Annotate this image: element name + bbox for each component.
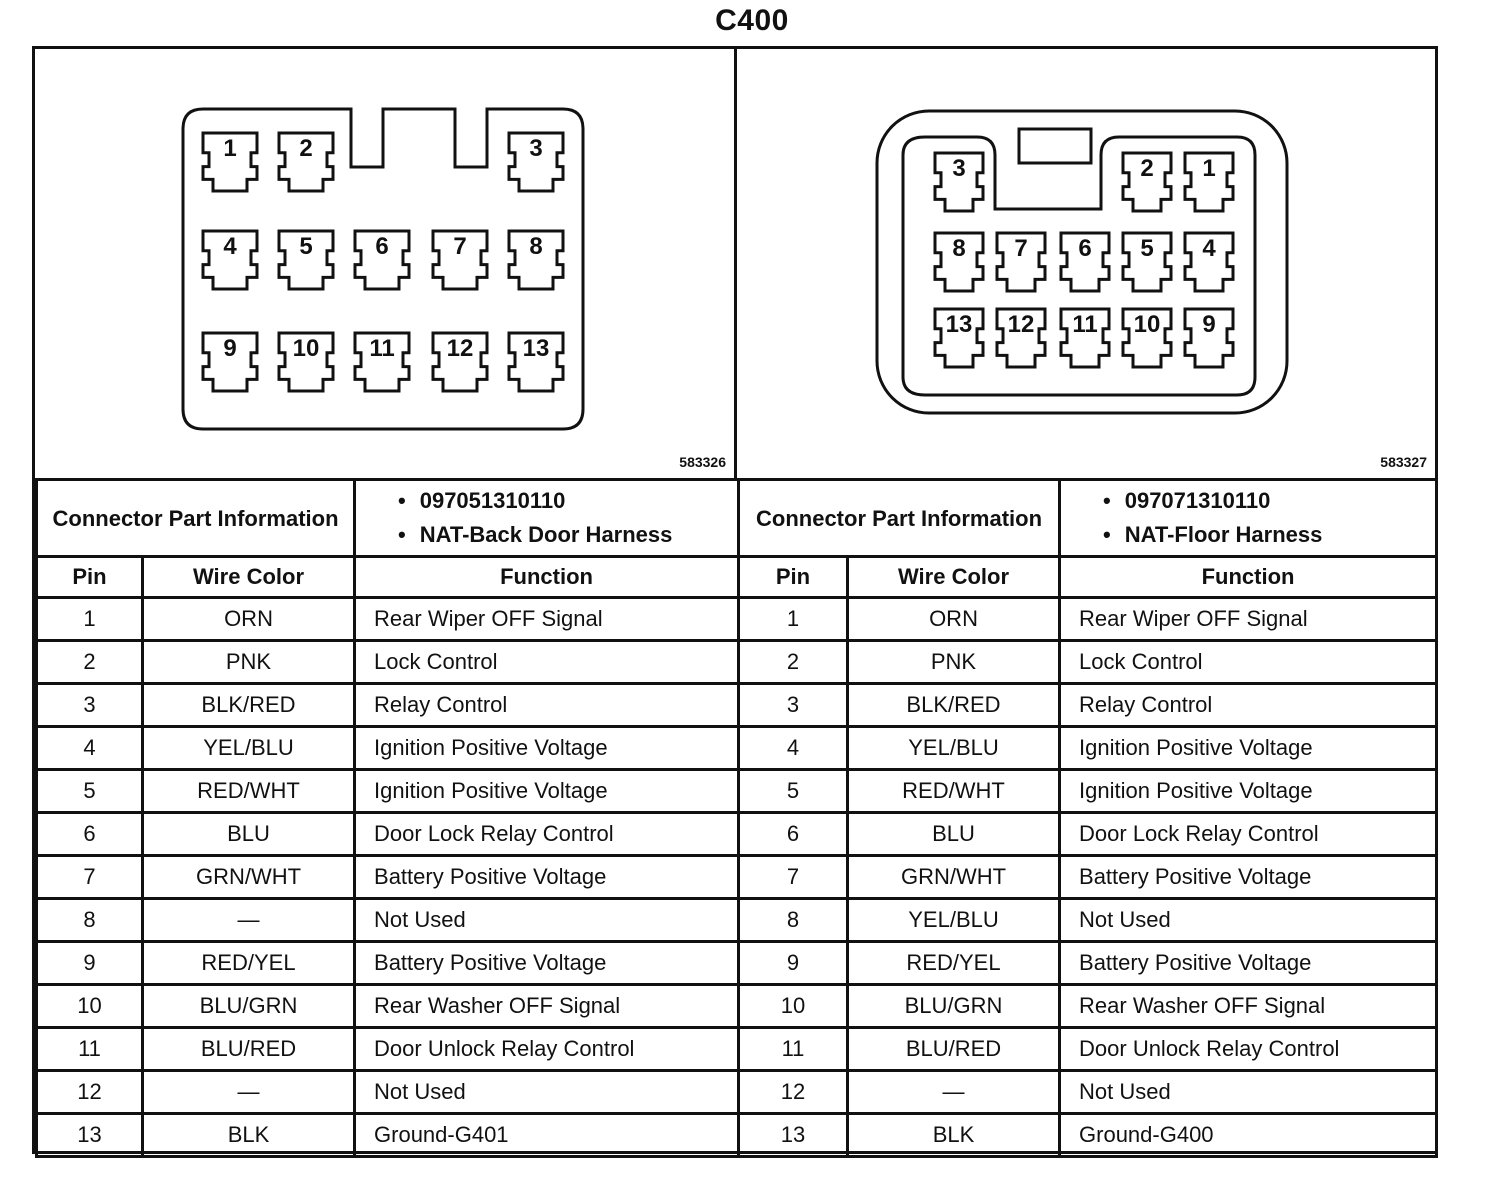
left-connector-face-diagram	[35, 49, 734, 478]
pin-number-label: 2	[1140, 155, 1154, 183]
pinout-row	[739, 942, 1437, 985]
pinout-row	[739, 899, 1437, 942]
pinout-row	[739, 1071, 1437, 1114]
wire-color-cell: RED/YEL	[143, 942, 355, 985]
wire-color-cell: YEL/BLU	[848, 899, 1060, 942]
pinout-row	[37, 770, 739, 813]
wire-color-cell: RED/WHT	[143, 770, 355, 813]
left-harness-name: • NAT-Back Door Harness	[398, 518, 737, 552]
right-pinout-table	[737, 478, 1438, 1158]
pinout-row	[739, 856, 1437, 899]
pinout-row	[739, 1114, 1437, 1157]
pin-number-label: 4	[1202, 235, 1216, 263]
pin-cell: 9	[739, 942, 848, 985]
pin-number-label: 1	[223, 135, 237, 163]
left-pin-header: Pin	[37, 557, 143, 598]
pinout-row	[739, 985, 1437, 1028]
pin-number-label: 6	[1078, 235, 1092, 263]
pinout-row	[37, 985, 739, 1028]
pinout-row	[37, 598, 739, 641]
pin-number-label: 1	[1202, 155, 1216, 183]
pin-cell: 5	[37, 770, 143, 813]
wire-color-cell: YEL/BLU	[848, 727, 1060, 770]
pin-number-label: 4	[223, 233, 237, 261]
pin-cell: 8	[37, 899, 143, 942]
pin-cell: 6	[37, 813, 143, 856]
wire-color-cell: RED/YEL	[848, 942, 1060, 985]
wire-color-cell: GRN/WHT	[848, 856, 1060, 899]
pin-cell: 1	[37, 598, 143, 641]
connector-frame	[32, 46, 1438, 1154]
wire-color-cell: BLK	[143, 1114, 355, 1157]
function-cell: Door Lock Relay Control	[355, 813, 739, 856]
right-wire-header: Wire Color	[848, 557, 1060, 598]
pinout-row	[739, 813, 1437, 856]
pinout-row	[739, 770, 1437, 813]
pin-number-label: 9	[223, 335, 237, 363]
pin-cell: 12	[739, 1071, 848, 1114]
pin-cell: 8	[739, 899, 848, 942]
right-function-header: Function	[1060, 557, 1437, 598]
pinout-row	[37, 899, 739, 942]
pinout-row	[37, 641, 739, 684]
pin-number-label: 12	[1007, 311, 1035, 339]
pinout-row	[37, 942, 739, 985]
pinout-row	[739, 684, 1437, 727]
pin-number-label: 3	[529, 135, 543, 163]
right-pinout-rows	[739, 598, 1437, 1157]
wire-color-cell: ORN	[848, 598, 1060, 641]
function-cell: Door Unlock Relay Control	[1060, 1028, 1437, 1071]
function-cell: Lock Control	[355, 641, 739, 684]
function-cell: Lock Control	[1060, 641, 1437, 684]
wire-color-cell: PNK	[848, 641, 1060, 684]
pinout-row	[37, 1028, 739, 1071]
pinout-row	[37, 1114, 739, 1157]
pin-cell: 11	[739, 1028, 848, 1071]
connector-title: C400	[715, 4, 789, 37]
pin-number-label: 8	[952, 235, 966, 263]
function-cell: Ignition Positive Voltage	[1060, 770, 1437, 813]
wire-color-cell: BLU	[143, 813, 355, 856]
left-connector-info-label: Connector Part Information	[37, 480, 355, 557]
pin-cell: 2	[739, 641, 848, 684]
pin-cell: 12	[37, 1071, 143, 1114]
pin-number-label: 10	[1133, 311, 1161, 339]
left-figure-id: 583326	[679, 454, 726, 470]
pin-cell: 11	[37, 1028, 143, 1071]
wire-color-cell: GRN/WHT	[143, 856, 355, 899]
wire-color-cell: —	[848, 1071, 1060, 1114]
right-part-number: • 097071310110	[1103, 484, 1435, 518]
wire-color-cell: PNK	[143, 641, 355, 684]
pin-cell: 9	[37, 942, 143, 985]
pin-cell: 10	[37, 985, 143, 1028]
left-wire-header: Wire Color	[143, 557, 355, 598]
wire-color-cell: BLK	[848, 1114, 1060, 1157]
right-harness-name: • NAT-Floor Harness	[1103, 518, 1435, 552]
pin-cell: 13	[739, 1114, 848, 1157]
pinout-row	[739, 598, 1437, 641]
function-cell: Ignition Positive Voltage	[355, 727, 739, 770]
left-pinout-rows	[37, 598, 739, 1157]
function-cell: Battery Positive Voltage	[355, 942, 739, 985]
wire-color-cell: BLU/RED	[143, 1028, 355, 1071]
pin-number-label: 11	[1072, 311, 1098, 339]
function-cell: Not Used	[355, 899, 739, 942]
wire-color-cell: —	[143, 899, 355, 942]
pin-number-label: 8	[529, 233, 543, 261]
function-cell: Not Used	[1060, 899, 1437, 942]
function-cell: Not Used	[1060, 1071, 1437, 1114]
pin-cell: 1	[739, 598, 848, 641]
pin-cell: 4	[739, 727, 848, 770]
right-connector-info-label: Connector Part Information	[739, 480, 1060, 557]
pinout-row	[37, 856, 739, 899]
pin-number-label: 13	[945, 311, 973, 339]
pin-cell: 13	[37, 1114, 143, 1157]
pin-cell: 3	[37, 684, 143, 727]
pin-number-label: 2	[299, 135, 313, 163]
connector-housing	[183, 109, 583, 429]
pin-number-label: 10	[292, 335, 320, 363]
wire-color-cell: YEL/BLU	[143, 727, 355, 770]
pin-cell: 4	[37, 727, 143, 770]
pin-cell: 2	[37, 641, 143, 684]
function-cell: Rear Washer OFF Signal	[355, 985, 739, 1028]
pin-number-label: 6	[375, 233, 389, 261]
wire-color-cell: ORN	[143, 598, 355, 641]
function-cell: Not Used	[355, 1071, 739, 1114]
wire-color-cell: RED/WHT	[848, 770, 1060, 813]
function-cell: Relay Control	[355, 684, 739, 727]
left-connector-panel	[35, 49, 737, 478]
pinout-row	[739, 727, 1437, 770]
pin-cell: 10	[739, 985, 848, 1028]
function-cell: Rear Wiper OFF Signal	[355, 598, 739, 641]
function-cell: Rear Washer OFF Signal	[1060, 985, 1437, 1028]
pinout-row	[739, 641, 1437, 684]
function-cell: Rear Wiper OFF Signal	[1060, 598, 1437, 641]
function-cell: Battery Positive Voltage	[355, 856, 739, 899]
pin-number-label: 7	[1014, 235, 1028, 263]
function-cell: Battery Positive Voltage	[1060, 856, 1437, 899]
left-part-number: • 097051310110	[398, 484, 737, 518]
right-figure-id: 583327	[1380, 454, 1427, 470]
locking-tab	[1019, 129, 1091, 163]
wire-color-cell: BLU	[848, 813, 1060, 856]
right-part-info	[1060, 480, 1437, 557]
left-function-header: Function	[355, 557, 739, 598]
pin-number-label: 9	[1202, 311, 1216, 339]
pin-cell: 3	[739, 684, 848, 727]
pin-number-label: 11	[369, 335, 395, 363]
left-pinout-table	[35, 478, 740, 1158]
pinout-row	[37, 684, 739, 727]
pin-cell: 5	[739, 770, 848, 813]
pinout-row	[739, 1028, 1437, 1071]
left-part-info	[355, 480, 739, 557]
right-connector-panel	[737, 49, 1435, 478]
pin-number-label: 7	[453, 233, 467, 261]
pin-number-label: 5	[1140, 235, 1154, 263]
wire-color-cell: BLU/GRN	[143, 985, 355, 1028]
pinout-row	[37, 813, 739, 856]
pin-number-label: 12	[446, 335, 474, 363]
wire-color-cell: BLU/RED	[848, 1028, 1060, 1071]
wire-color-cell: BLU/GRN	[848, 985, 1060, 1028]
pin-number-label: 13	[522, 335, 550, 363]
pinout-row	[37, 727, 739, 770]
pin-cell: 7	[37, 856, 143, 899]
pin-number-label: 3	[952, 155, 966, 183]
pin-cell: 6	[739, 813, 848, 856]
function-cell: Ignition Positive Voltage	[355, 770, 739, 813]
right-pin-header: Pin	[739, 557, 848, 598]
wire-color-cell: BLK/RED	[848, 684, 1060, 727]
function-cell: Ground-G401	[355, 1114, 739, 1157]
wire-color-cell: —	[143, 1071, 355, 1114]
function-cell: Battery Positive Voltage	[1060, 942, 1437, 985]
function-cell: Door Unlock Relay Control	[355, 1028, 739, 1071]
pin-cell: 7	[739, 856, 848, 899]
pin-number-label: 5	[299, 233, 313, 261]
function-cell: Ignition Positive Voltage	[1060, 727, 1437, 770]
function-cell: Ground-G400	[1060, 1114, 1437, 1157]
right-connector-face-diagram	[737, 49, 1435, 478]
function-cell: Relay Control	[1060, 684, 1437, 727]
wire-color-cell: BLK/RED	[143, 684, 355, 727]
pinout-row	[37, 1071, 739, 1114]
function-cell: Door Lock Relay Control	[1060, 813, 1437, 856]
